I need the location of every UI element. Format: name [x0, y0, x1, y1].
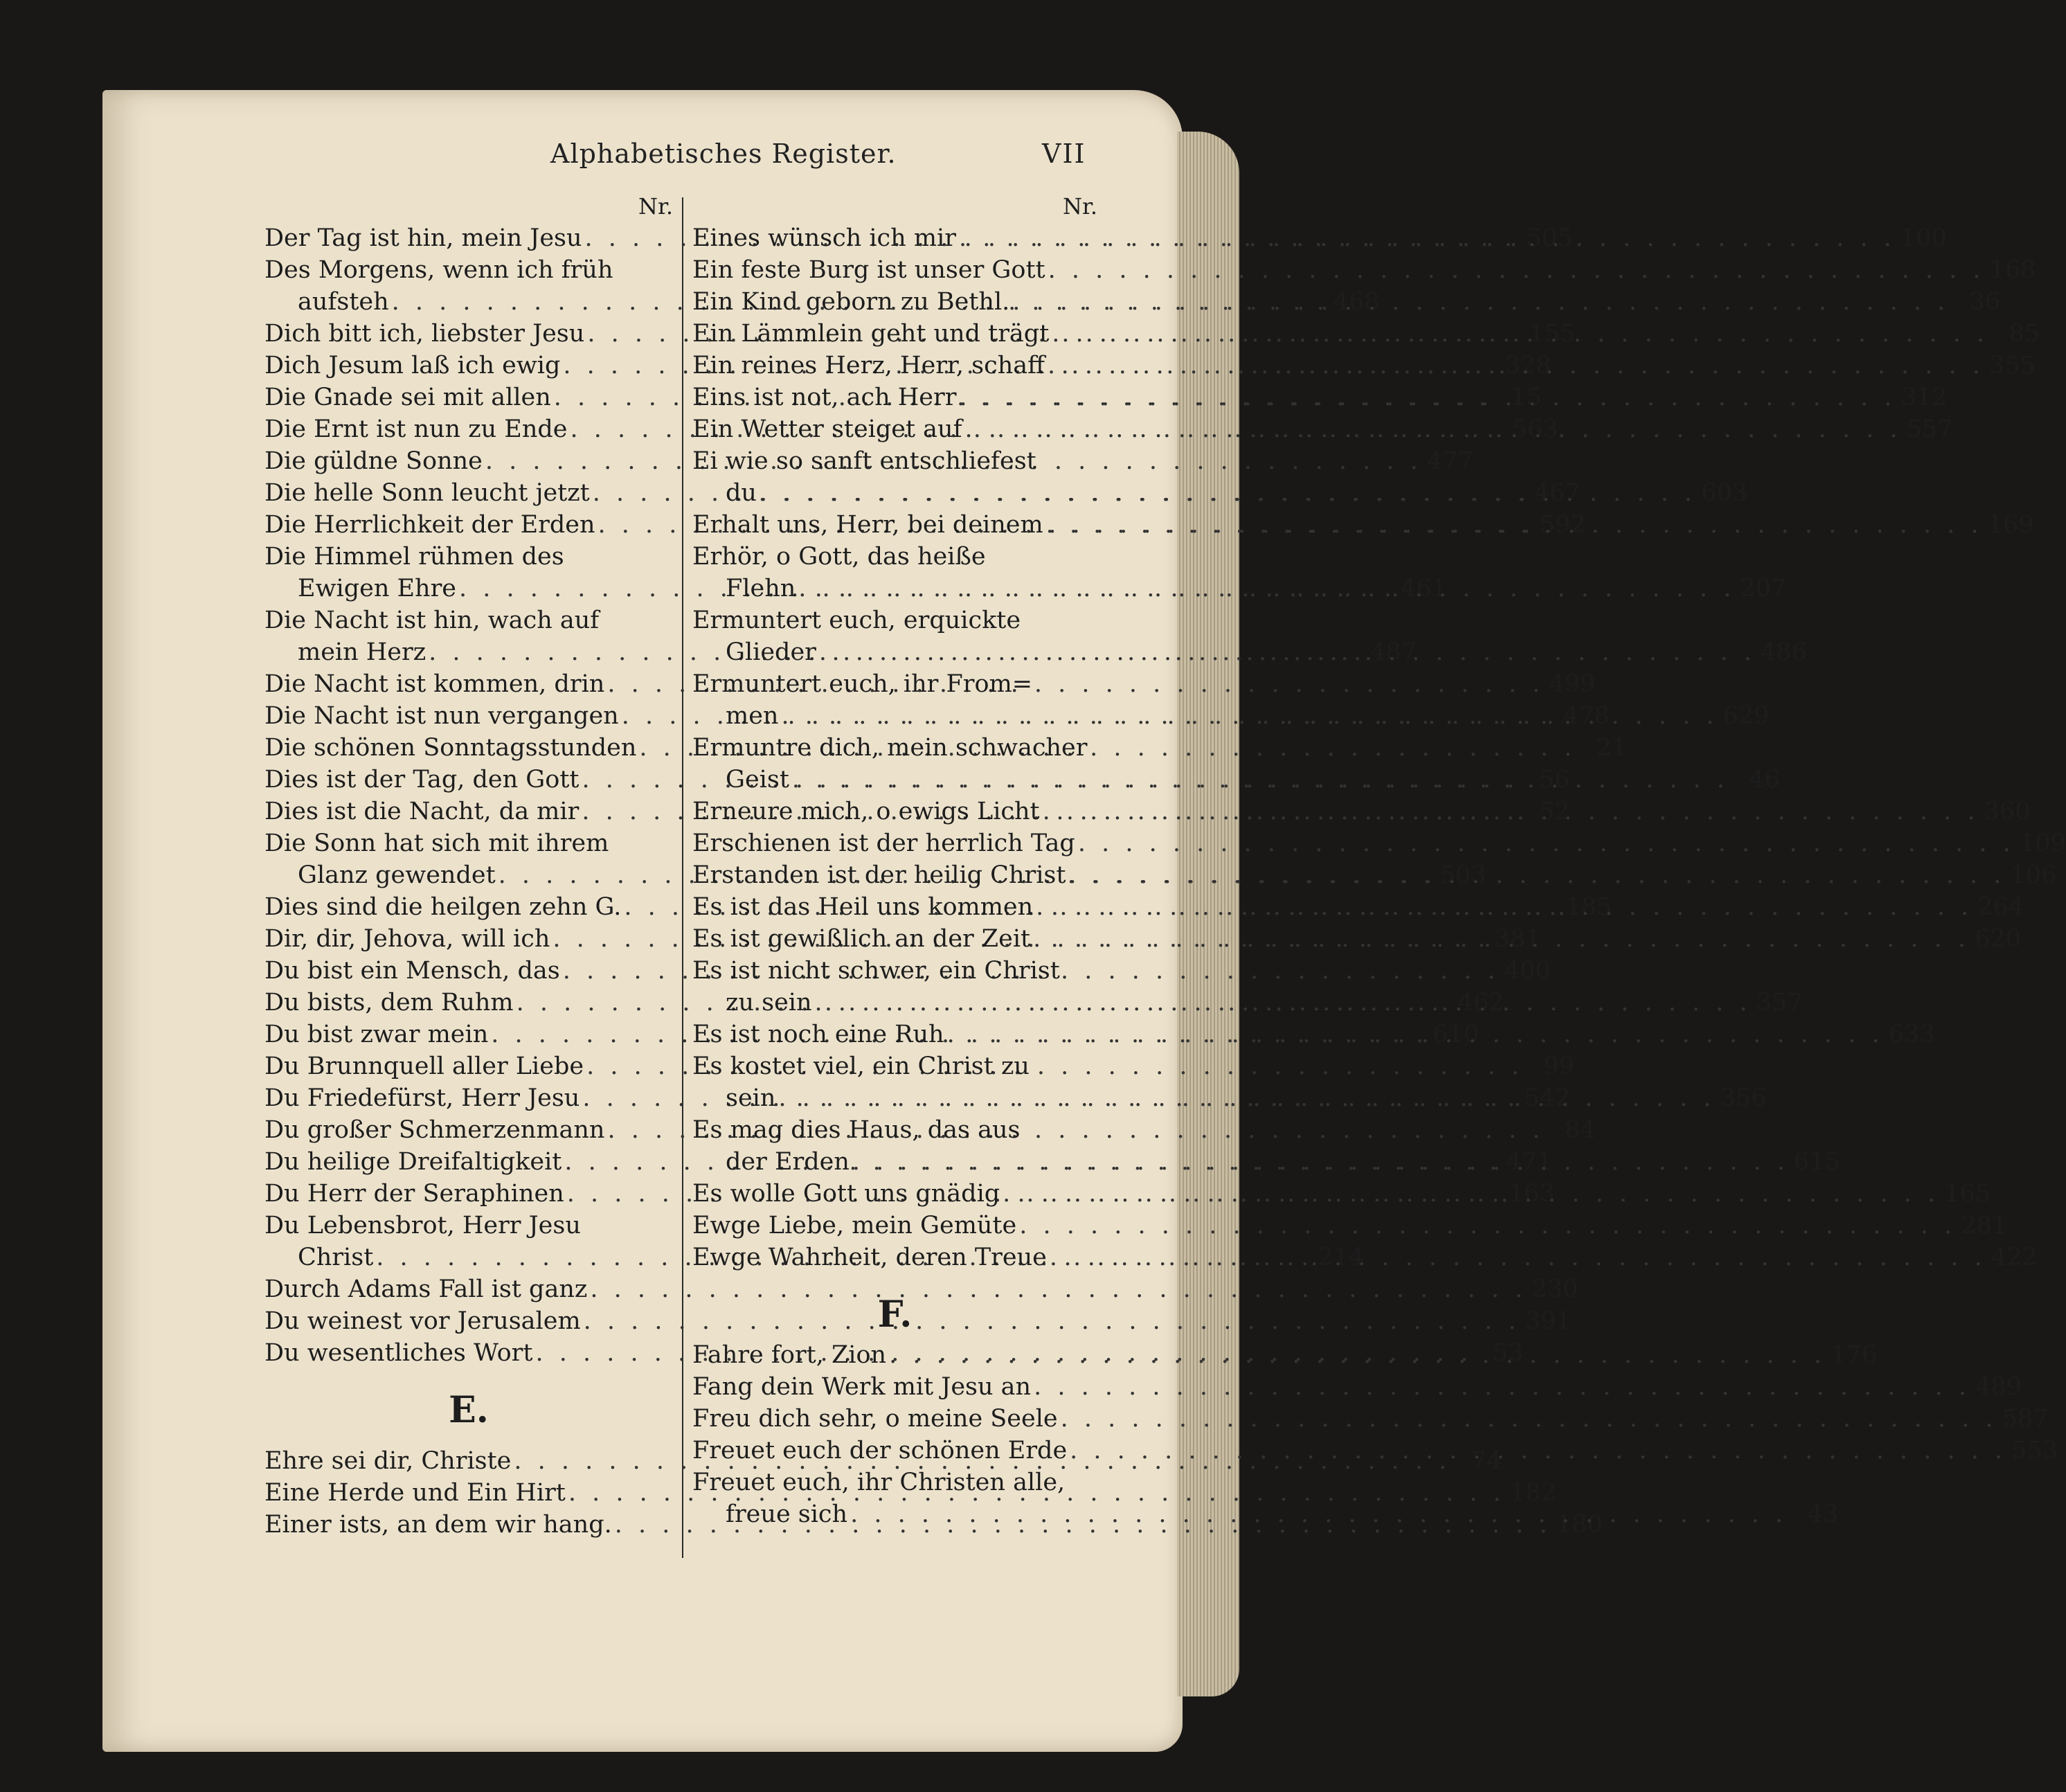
nr-label: Nr. — [638, 193, 673, 219]
entry-title: freue sich — [726, 1500, 848, 1528]
leader-dots — [956, 382, 1898, 413]
entry-title: Durch Adams Fall ist ganz — [264, 1275, 588, 1303]
entry-line — [264, 254, 673, 286]
leader-dots — [1000, 1178, 1942, 1210]
entry-title: Es mag dies Haus, das aus — [692, 1116, 1021, 1144]
hymn-number: 400 — [1504, 957, 1551, 985]
entry-title: Erhör, o Gott, das heiße — [692, 543, 986, 571]
entry-title: Ein reines Herz, Herr, schaff — [692, 352, 1045, 379]
entry-line — [264, 1273, 1579, 1305]
entry-title: Erhalt uns, Herr, bei deinem — [692, 511, 1043, 539]
hymn-number: 620 — [1975, 925, 2022, 953]
index-entry — [692, 1210, 2008, 1242]
entry-title: Dies ist der Tag, den Gott — [264, 766, 580, 794]
entry-line — [264, 604, 673, 636]
nr-label: Nr. — [1063, 193, 1097, 219]
entry-line — [692, 1210, 2008, 1242]
hymn-number: 165 — [1944, 1180, 1991, 1208]
hymn-number: 499 — [1549, 670, 1596, 698]
entry-line — [692, 1114, 1097, 1146]
entry-title: Freuet euch, ihr Christen alle, — [692, 1469, 1066, 1496]
entry-title: Ermuntert euch, ihr From= — [692, 670, 1033, 698]
hymn-number: 36 — [1969, 288, 2001, 316]
leader-dots — [1031, 1371, 1973, 1403]
entry-title: Du heilige Dreifaltigkeit — [264, 1148, 562, 1176]
entry-line — [264, 1210, 673, 1242]
entry-title: Erstanden ist der heilig Christ — [692, 861, 1066, 889]
entry-line — [692, 1467, 1097, 1498]
entry-title: sein — [726, 1084, 776, 1112]
hymn-number: 468 — [1333, 288, 1380, 316]
hymn-number: 422 — [1991, 1244, 2038, 1271]
entry-title: Der Tag ist hin, mein Jesu — [264, 224, 582, 252]
entry-title: Die Nacht ist kommen, drin — [264, 670, 605, 698]
entry-title: Du weinest vor Jerusalem — [264, 1307, 581, 1335]
entry-title: Ermuntert euch, erquickte — [692, 607, 1021, 634]
hymn-number: 74 — [1471, 1447, 1502, 1475]
entry-title: Fang dein Werk mit Jesu an — [692, 1373, 1032, 1401]
entry-title: Ewge Liebe, mein Gemüte — [692, 1212, 1017, 1239]
leader-dots — [1033, 891, 1975, 923]
hymn-number: 168 — [1989, 256, 2036, 284]
entry-line — [692, 955, 1097, 987]
hymn-number: 477 — [1426, 447, 1473, 475]
entry-line — [692, 732, 1097, 764]
entry-title: Du bist ein Mensch, das — [264, 957, 560, 985]
entry-title: Geist — [726, 766, 789, 794]
hymn-number: 46 — [1749, 766, 1780, 794]
section-letter-e: E. — [449, 1389, 489, 1431]
leader-dots — [789, 764, 1732, 796]
entry-title: aufsteh — [298, 288, 389, 316]
entry-title: Du Brunnquell aller Liebe — [264, 1052, 584, 1080]
hymn-number: 281 — [1961, 1212, 2008, 1239]
leader-dots — [816, 636, 1759, 668]
hymn-number: 381 — [1494, 925, 1541, 953]
hymn-number: 15 — [1511, 384, 1542, 411]
leader-dots — [778, 700, 1721, 732]
entry-title: Ein Wetter steiget auf — [692, 415, 962, 443]
leader-dots — [1009, 286, 1952, 318]
leader-dots — [1045, 254, 1988, 286]
entry-title: Erneure mich, o ewigs Licht — [692, 798, 1040, 825]
entry-title: Die Herrlichkeit der Erden — [264, 511, 595, 539]
hymn-number: 169 — [1987, 511, 2034, 539]
hymn-number: 603 — [1701, 479, 1748, 507]
entry-line — [264, 1305, 1572, 1337]
hymn-number: 610 — [1432, 1021, 1480, 1048]
leader-dots — [886, 1339, 1829, 1371]
entry-title: Ewigen Ehre — [298, 575, 457, 602]
hymn-number: 592 — [1539, 511, 1586, 539]
entry-line — [692, 604, 1097, 636]
hymn-number: 503 — [1439, 861, 1486, 889]
page-header — [0, 138, 1290, 180]
leader-dots — [1067, 1435, 2009, 1467]
entry-title: Dich bitt ich, liebster Jesu — [264, 320, 585, 348]
entry-title: Glanz gewendet — [298, 861, 496, 889]
entry-title: Es ist nicht schwer, ein Christ — [692, 957, 1060, 985]
entry-line — [264, 827, 673, 859]
entry-title: Du Herr der Seraphinen — [264, 1180, 564, 1208]
entry-title: Es kostet viel, ein Christ zu — [692, 1052, 1030, 1080]
entry-title: Du großer Schmerzenmann — [264, 1116, 605, 1144]
entry-title: Ein Kind geborn zu Bethl. — [692, 288, 1010, 316]
section-letter-f: F. — [877, 1293, 913, 1336]
hymn-number: 461 — [1401, 575, 1447, 602]
entry-title: Freuet euch der schönen Erde — [692, 1437, 1068, 1464]
entry-title: Ein feste Burg ist unser Gott — [692, 256, 1045, 284]
entry-title: Dir, dir, Jehova, will ich — [264, 925, 550, 953]
entry-title: Fahre fort, Zion — [692, 1341, 887, 1369]
leader-dots — [1058, 1403, 2000, 1435]
entry-title: Du wesentliches Wort — [264, 1339, 533, 1367]
entry-title: Dich Jesum laß ich ewig — [264, 352, 561, 379]
hymn-number: 505 — [1526, 224, 1573, 252]
leader-dots — [796, 573, 1738, 604]
hymn-number: 391 — [1525, 1307, 1572, 1335]
page-title: Alphabetisches Register. — [550, 138, 897, 169]
entry-title: Die Nacht ist hin, wach auf — [264, 607, 600, 634]
hymn-number: 486 — [1761, 638, 1807, 666]
entry-title: Die Ernt ist nun zu Ende — [264, 415, 568, 443]
entry-title: Ehre sei dir, Christe — [264, 1447, 512, 1475]
entry-title: Die Nacht ist nun vergangen — [264, 702, 619, 730]
hymn-number: 85 — [2009, 320, 2040, 348]
entry-title: Freu dich sehr, o meine Seele — [692, 1405, 1058, 1433]
leader-dots — [944, 1019, 1887, 1050]
entry-title: Ermuntre dich, mein schwacher — [692, 734, 1088, 762]
hymn-number: 99 — [1543, 1052, 1574, 1080]
entry-title: Flehn — [726, 575, 796, 602]
page-number: VII — [1042, 138, 1086, 169]
leader-dots — [1016, 1210, 1959, 1242]
hymn-number: 21 — [1596, 734, 1628, 762]
entry-title: Ei wie so sanft entschliefest — [692, 447, 1036, 475]
index-entry — [264, 1305, 1572, 1337]
hymn-number: 214 — [1318, 1244, 1365, 1271]
hymn-number: 230 — [1531, 1275, 1579, 1303]
entry-title: Du Friedefürst, Herr Jesu — [264, 1084, 580, 1112]
entry-line — [692, 827, 2066, 859]
entry-title: Es wolle Gott uns gnädig — [692, 1180, 1000, 1208]
hymn-number: 357 — [1756, 989, 1803, 1016]
entry-line — [692, 1403, 2049, 1435]
hymn-number: 355 — [1989, 352, 2036, 379]
hymn-number: 542 — [1524, 1084, 1571, 1112]
entry-title: Es ist noch eine Ruh — [692, 1021, 944, 1048]
hymn-number: 52 — [1538, 798, 1570, 825]
leader-dots — [850, 1146, 1792, 1178]
entry-title: Einer ists, an dem wir hang. — [264, 1511, 612, 1539]
entry-title: Eine Herde und Ein Hirt — [264, 1479, 566, 1507]
entry-title: Du bists, dem Ruhm — [264, 989, 514, 1016]
entry-title: men — [726, 702, 779, 730]
hymn-number: 176 — [1831, 1341, 1878, 1369]
leader-dots — [1040, 796, 1982, 827]
entry-line — [692, 541, 1097, 573]
entry-line — [692, 445, 1097, 477]
entry-title: Des Morgens, wenn ich früh — [264, 256, 613, 284]
hymn-number: 53 — [1492, 1339, 1524, 1367]
leader-dots — [962, 413, 1905, 445]
hymn-number: 182 — [1509, 1479, 1556, 1507]
leader-dots — [1066, 859, 2008, 891]
leader-dots — [1049, 318, 1991, 350]
entry-title: Die Sonn hat sich mit ihrem — [264, 830, 609, 857]
entry-title: Dies sind die heilgen zehn G. — [264, 893, 622, 921]
entry-title: Die schönen Sonntagsstunden — [264, 734, 637, 762]
hymn-number: 312 — [1901, 384, 1948, 411]
hymn-number: 56 — [1538, 766, 1570, 794]
entry-title: mein Herz — [298, 638, 426, 666]
hymn-number: 155 — [1529, 320, 1576, 348]
entry-title: Du Lebensbrot, Herr Jesu — [264, 1212, 581, 1239]
hymn-number: 109 — [2019, 830, 2066, 857]
hymn-number: 557 — [1906, 415, 1953, 443]
hymn-number: 553 — [2011, 1437, 2058, 1464]
hymn-number: 356 — [1720, 1084, 1767, 1112]
index-entry — [692, 1403, 2049, 1435]
hymn-number: 264 — [1977, 893, 2024, 921]
index-entry — [692, 827, 2066, 859]
entry-line — [692, 254, 2036, 286]
hymn-number: 185 — [1565, 893, 1613, 921]
entry-title: Eins ist not, ach Herr — [692, 384, 957, 411]
hymn-number: 563 — [1511, 415, 1559, 443]
entry-line — [692, 668, 1097, 700]
entry-title: zu sein — [726, 989, 812, 1016]
index-entry — [692, 1371, 2022, 1403]
entry-title: Die Gnade sei mit allen — [264, 384, 551, 411]
hymn-number: 328 — [1504, 352, 1552, 379]
entry-title: Ewge Wahrheit, deren Treue — [692, 1244, 1047, 1271]
hymn-number: 471 — [1506, 1148, 1553, 1176]
entry-title: Die Himmel rühmen des — [264, 543, 564, 571]
index-entry — [264, 1273, 1579, 1305]
hymn-number: 100 — [1901, 224, 1947, 252]
entry-title: Es ist gewißlich an der Zeit — [692, 925, 1031, 953]
hymn-number: 615 — [1794, 1148, 1840, 1176]
hymn-number: 163 — [1508, 1180, 1555, 1208]
hymn-number: 467 — [1534, 479, 1581, 507]
hymn-number: 478 — [1563, 702, 1610, 730]
hymn-number: 587 — [2002, 1405, 2049, 1433]
entry-title: Du bist zwar mein — [264, 1021, 489, 1048]
entry-title: Glieder — [726, 638, 816, 666]
hymn-number: 633 — [1888, 1021, 1935, 1048]
entry-title: du — [726, 479, 757, 507]
leader-dots — [1047, 1242, 1989, 1273]
leader-dots — [1045, 350, 1987, 382]
hymn-number: 629 — [1723, 702, 1770, 730]
hymn-number: 106 — [2010, 861, 2057, 889]
hymn-number: 462 — [1457, 989, 1504, 1016]
hymn-number: 180 — [1556, 1511, 1603, 1539]
hymn-number: 489 — [1975, 1373, 2022, 1401]
leader-dots — [812, 987, 1754, 1019]
hymn-number: 43 — [1807, 1500, 1838, 1528]
leader-dots — [757, 477, 1699, 509]
entry-title: Ein Lämmlein geht und trägt — [692, 320, 1050, 348]
entry-line — [264, 541, 673, 573]
entry-title: Eines wünsch ich mir — [692, 224, 956, 252]
entry-title: der Erden — [726, 1148, 850, 1176]
index-entry — [692, 254, 2036, 286]
hymn-number: 360 — [1984, 798, 2031, 825]
entry-title: Christ — [298, 1244, 374, 1271]
leader-dots — [1043, 509, 1986, 541]
entry-title: Es ist das Heil uns kommen — [692, 893, 1034, 921]
entry-line — [692, 1371, 2022, 1403]
leader-dots — [1075, 827, 2018, 859]
hymn-number: 487 — [1370, 638, 1417, 666]
leader-dots — [847, 1498, 1790, 1530]
entry-title: Erschienen ist der herrlich Tag — [692, 830, 1075, 857]
hymn-number: 207 — [1740, 575, 1787, 602]
leader-dots — [1030, 923, 1973, 955]
leader-dots — [956, 222, 1898, 254]
leader-dots — [775, 1082, 1718, 1114]
entry-title: Die güldne Sonne — [264, 447, 483, 475]
entry-title: Die helle Sonn leucht jetzt — [264, 479, 590, 507]
entry-title: Dies ist die Nacht, da mir — [264, 798, 580, 825]
entry-line — [692, 1050, 1097, 1082]
hymn-number: 84 — [1564, 1116, 1596, 1144]
